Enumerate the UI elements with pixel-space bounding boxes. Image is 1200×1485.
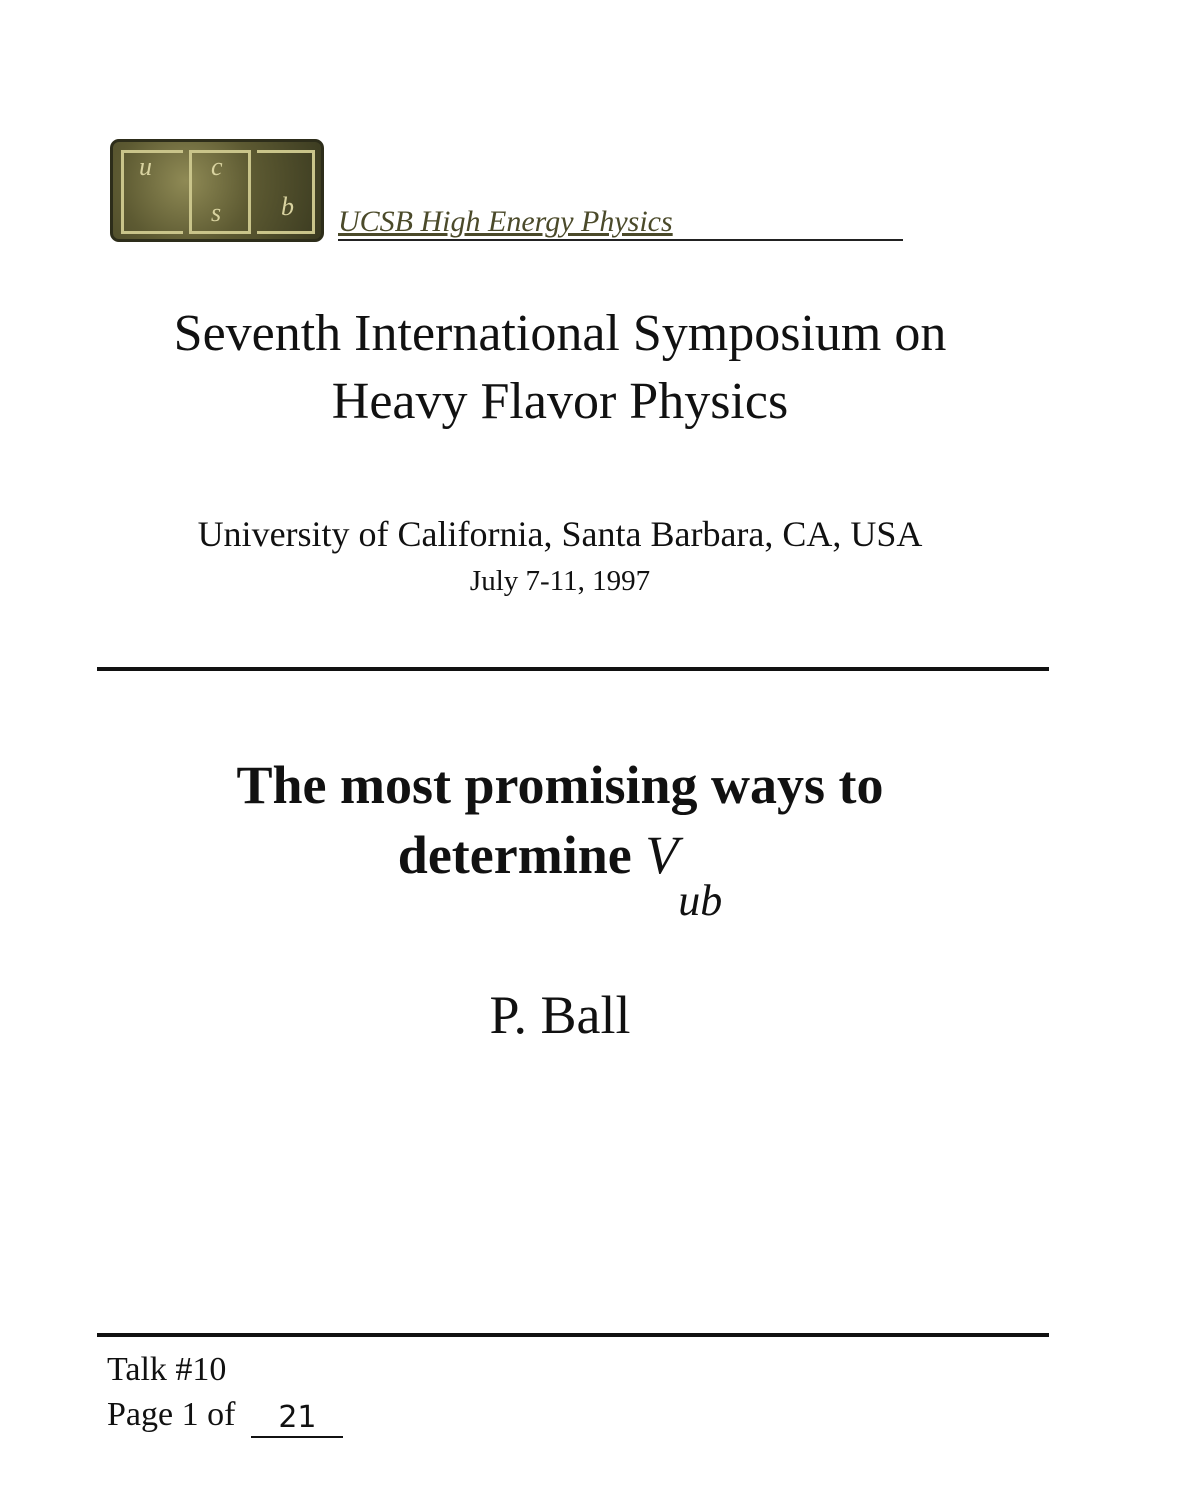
talk-title (60, 750, 1060, 925)
bottom-divider (97, 1333, 1049, 1337)
talk-title-line2 (60, 820, 1060, 925)
logo-letter-u: u (139, 152, 152, 181)
conference-location: University of California, Santa Barbara, CA, USA (197, 514, 923, 554)
logo-letter-b: b (281, 192, 294, 221)
talk-title-line1: The most promising ways to (236, 755, 884, 815)
logo-letter-c: c (211, 152, 223, 181)
conference-title-line1: Seventh International Symposium on (173, 305, 947, 362)
ucsb-hep-logo-icon (110, 139, 324, 242)
talk-title-prefix: determine (397, 825, 646, 885)
logo-letter-s: s (211, 198, 222, 227)
page-count (107, 1395, 343, 1436)
page-total-handwritten: 21 (251, 1400, 343, 1438)
logo-bracket-left (121, 150, 183, 234)
author-name: P. Ball (489, 985, 631, 1045)
page-count-prefix: Page 1 of (107, 1396, 236, 1433)
lab-header-title: UCSB High Energy Physics (338, 205, 903, 241)
conference-date: July 7-11, 1997 (469, 565, 651, 597)
conference-title-line2: Heavy Flavor Physics (331, 373, 789, 430)
conference-title (60, 300, 1060, 436)
talk-number: Talk #10 (107, 1351, 227, 1388)
talk-title-subscript: ub (678, 876, 723, 925)
top-divider (97, 667, 1049, 671)
talk-title-variable: V (645, 825, 679, 885)
